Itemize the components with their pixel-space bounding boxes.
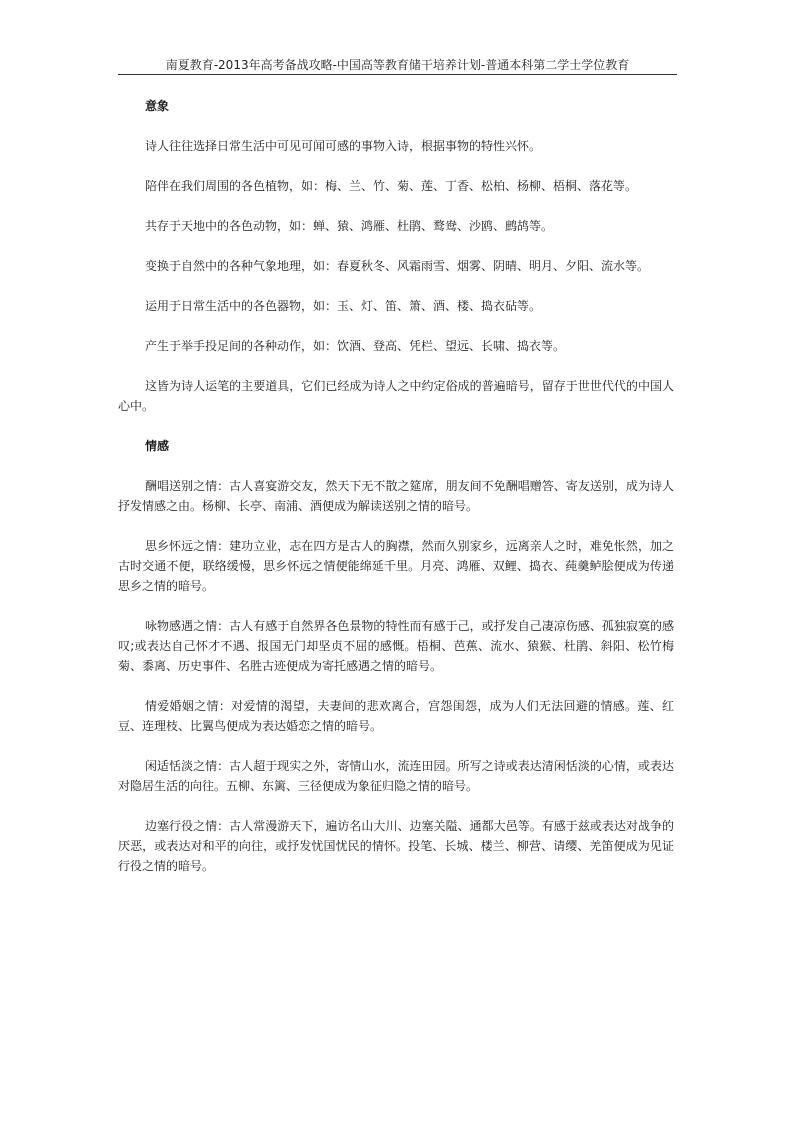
paragraph: 陪伴在我们周围的各色植物，如：梅、兰、竹、菊、莲、丁香、松柏、杨柳、梧桐、落花等。 <box>145 179 638 193</box>
paragraph: 诗人往往选择日常生活中可见可闻可感的事物入诗，根据事物的特性兴怀。 <box>145 139 542 153</box>
paragraph: 产生于举手投足间的各种动作，如：饮酒、登高、凭栏、望远、长啸、捣衣等。 <box>145 339 566 353</box>
paragraph: 思乡怀远之情：建功立业，志在四方是古人的胸襟，然而久别家乡，远离亲人之时，难免怅然，加之古时交通不便，联络缓慢，思乡怀远之情便能绵延千里。月亮、鸿雁、双鲤、捣衣、莼羹鲈脍便成为传递思乡之情的暗号。 <box>118 539 674 593</box>
paragraph: 酬唱送别之情：古人喜宴游交友，然天下无不散之筵席，朋友间不免酬唱赠答、寄友送别，成为诗人抒发情感之由。杨柳、长亭、南浦、酒便成为解读送别之情的暗号。 <box>118 479 674 513</box>
paragraph: 这皆为诗人运笔的主要道具，它们已经成为诗人之中约定俗成的普遍暗号，留存于世世代代的中国人心中。 <box>118 379 674 413</box>
paragraph: 情爱婚姻之情：对爱情的渴望，夫妻间的悲欢离合，宫怨闺怨，成为人们无法回避的情感。莲、红豆、连理枝、比翼鸟便成为表达婚恋之情的暗号。 <box>118 699 674 733</box>
document-body <box>118 96 674 876</box>
page-header: 南夏教育-2013年高考备战攻略-中国高等教育储干培养计划-普通本科第二学士学位教育 <box>165 58 630 72</box>
paragraph: 闲适恬淡之情：古人超于现实之外，寄情山水，流连田园。所写之诗或表达清闲恬淡的心情，或表达对隐居生活的向往。五柳、东篱、三径便成为象征归隐之情的暗号。 <box>118 759 674 793</box>
section-heading-imagery: 意象 <box>145 99 170 113</box>
header-divider <box>118 74 677 75</box>
paragraph: 共存于天地中的各色动物，如：蝉、猿、鸿雁、杜鹃、鹜鸯、沙鸥、鹧鸪等。 <box>145 219 554 233</box>
paragraph: 边塞行役之情：古人常漫游天下，遍访名山大川、边塞关隘、通都大邑等。有感于兹或表达对战争的厌恶，或表达对和平的向往，或抒发忧国忧民的情怀。投笔、长城、楼兰、柳营、请缨、羌笛便成为见证行役之情的暗号。 <box>118 819 674 873</box>
paragraph: 变换于自然中的各种气象地理，如：春夏秋冬、风霜雨雪、烟雾、阴晴、明月、夕阳、流水等。 <box>145 259 650 273</box>
section-heading-emotion: 情感 <box>145 439 170 453</box>
paragraph: 运用于日常生活中的各色器物，如：玉、灯、笛、箫、酒、楼、捣衣砧等。 <box>145 299 542 313</box>
paragraph: 咏物感遇之情：古人有感于自然界各色景物的特性而有感于己，或抒发自己凄凉伤感、孤独寂寞的感叹;或表达自己怀才不遇、报国无门却坚贞不屈的感慨。梧桐、芭蕉、流水、猿猴、杜鹃、斜阳、松竹梅菊、黍离、历史事件、名胜古迹便成为寄托感遇之情的暗号。 <box>118 619 674 673</box>
